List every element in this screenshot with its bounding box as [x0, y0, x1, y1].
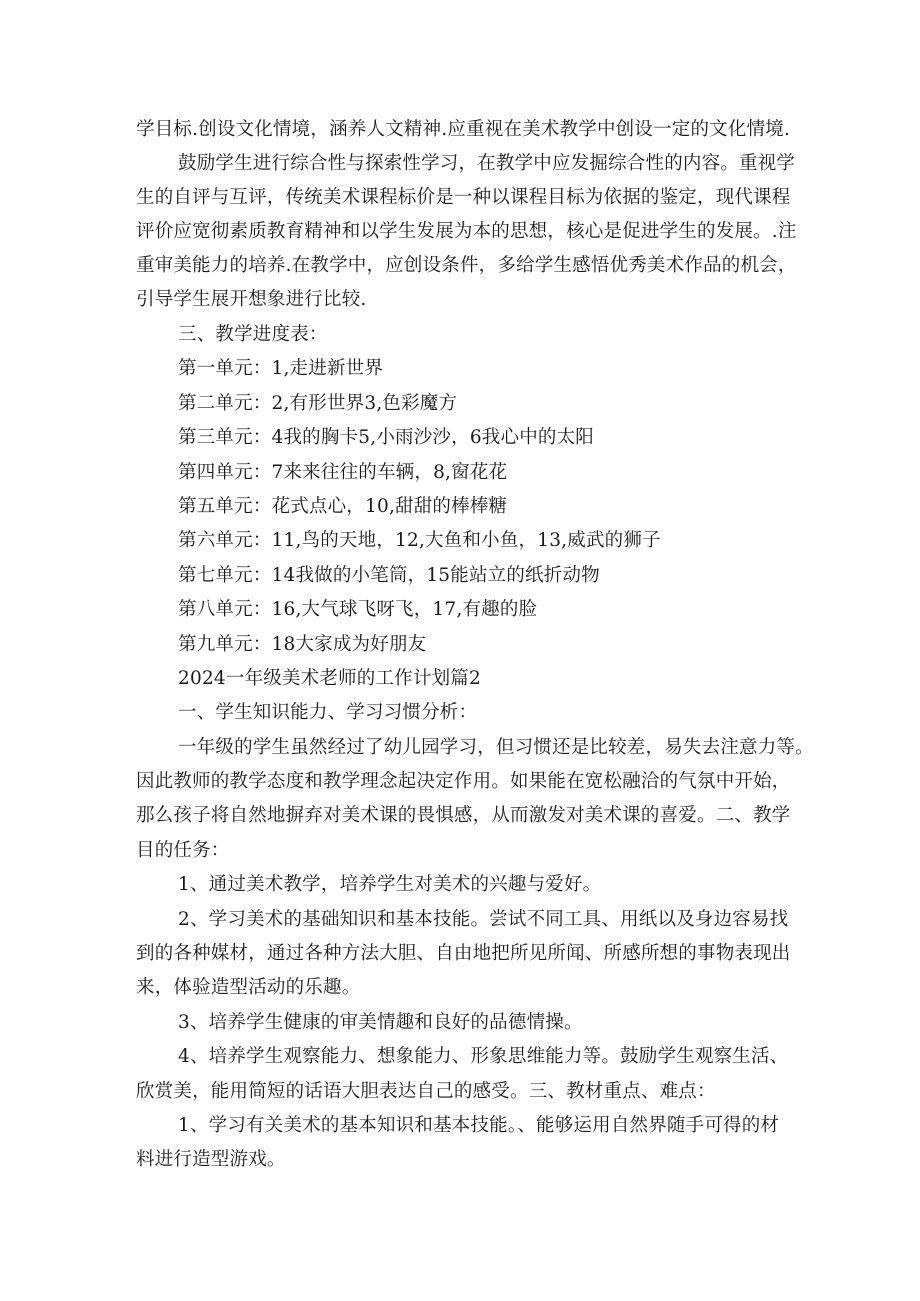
- section-heading: 一、学生知识能力、学习习惯分析：: [178, 702, 478, 723]
- section-heading: 三、教学进度表：: [178, 324, 328, 345]
- paragraph-line: 来，体验造型活动的乐趣。: [136, 977, 361, 998]
- paragraph-line: 评价应宽彻素质教育精神和以学生发展为本的思想，核心是促进学生的发展。.注: [136, 221, 797, 242]
- paragraph-line: 重审美能力的培养.在教学中，应创设条件，多给学生感悟优秀美术作品的机会，: [136, 255, 797, 276]
- schedule-unit: 第七单元：14我做的小笔筒，15能站立的纸折动物: [178, 565, 600, 586]
- paragraph-line: 鼓励学生进行综合性与探索性学习，在教学中应发掘综合性的内容。重视学: [178, 153, 796, 174]
- schedule-unit: 第六单元：11,鸟的天地，12,大鱼和小鱼，13,威武的狮子: [178, 530, 661, 551]
- schedule-unit: 第一单元：1,走进新世界: [178, 358, 384, 379]
- paragraph-line: 因此教师的教学态度和教学理念起决定作用。如果能在宽松融洽的气氛中开始，: [136, 771, 791, 792]
- paragraph-line: 那么孩子将自然地摒弃对美术课的畏惧感，从而激发对美术课的喜爱。二、教学: [136, 805, 791, 826]
- schedule-unit: 第四单元：7来来往往的车辆，8,窗花花: [178, 462, 508, 483]
- paragraph-line: 一年级的学生虽然经过了幼儿园学习，但习惯还是比较差，易失去注意力等。: [178, 737, 814, 758]
- plan-title: 2024一年级美术老师的工作计划篇2: [178, 668, 481, 689]
- paragraph-line: 引导学生展开想象进行比较.: [136, 289, 367, 310]
- paragraph-line: 到的各种媒材，通过各种方法大胆、自由地把所见所闻、所感所想的事物表现出: [136, 943, 791, 964]
- schedule-unit: 第八单元：16,大气球飞呀飞，17,有趣的脸: [178, 599, 538, 620]
- schedule-unit: 第九单元：18大家成为好朋友: [178, 634, 427, 655]
- focus-item: 1、学习有关美术的基本知识和基本技能。、能够运用自然界随手可得的材: [178, 1115, 780, 1136]
- paragraph-line: 生的自评与互评，传统美术课程标价是一种以课程目标为依据的鉴定，现代课程: [136, 187, 791, 208]
- paragraph-line: 欣赏美，能用简短的话语大胆表达自己的感受。三、教材重点、难点：: [136, 1081, 716, 1102]
- paragraph-line: 目的任务：: [136, 840, 230, 861]
- paragraph-line: 学目标.创设文化情境，涵养人文精神.应重视在美术教学中创设一定的文化情境.: [136, 119, 791, 140]
- task-item: 4、培养学生观察能力、想象能力、形象思维能力等。鼓励学生观察生活、: [178, 1046, 789, 1067]
- task-item: 1、通过美术教学，培养学生对美术的兴趣与爱好。: [178, 874, 602, 895]
- task-item: 3、培养学生健康的审美情趣和良好的品德情操。: [178, 1012, 583, 1033]
- task-item: 2、学习美术的基础知识和基本技能。尝试不同工具、用纸以及身边容易找: [178, 909, 789, 930]
- schedule-unit: 第二单元：2,有形世界3,色彩魔方: [178, 393, 458, 414]
- schedule-unit: 第五单元：花式点心，10,甜甜的棒棒糖: [178, 496, 508, 517]
- schedule-unit: 第三单元：4我的胸卡5,小雨沙沙，6我心中的太阳: [178, 427, 594, 448]
- paragraph-line: 料进行造型游戏。: [136, 1149, 286, 1170]
